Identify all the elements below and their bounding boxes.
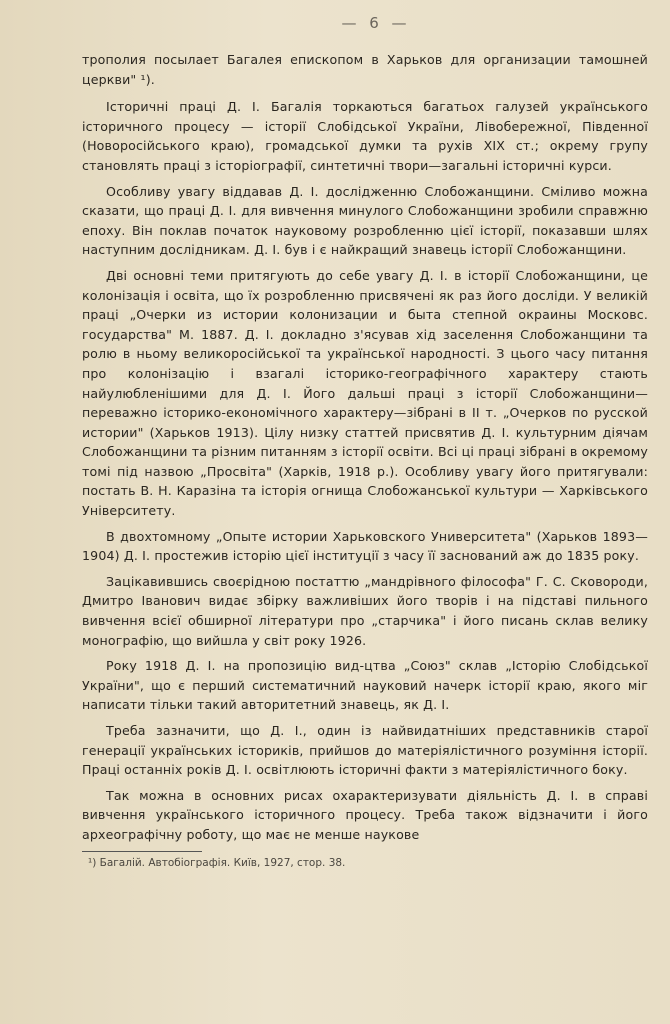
- paragraph-skovoroda: Зацікавившись своєрідною постаттю „мандрівного філософа" Г. С. Сковороди, Дмитро Іванович видає збірку важливіших його творів і на підставі пильного вивчення всієї обширної літератури про „старчика" і його писань склав велику монографію, що вийшла у світ року 1926.: [82, 573, 648, 648]
- footnote-divider: [82, 851, 202, 852]
- page-number: — 6 —: [341, 14, 411, 32]
- paragraph-historical-works: Історичні праці Д. І. Багалія торкаються багатьох галузей українського історичного процесу — історії Слобідської України, Лівобережної, Південної (Новоросійського краю), громадської думки та рухів XIX ст.; окрему групу становлять праці з історіографії, синтетичні твори—загальні історичні курси.: [82, 99, 648, 173]
- paragraph-kharkiv-university: В двохтомному „Опыте истории Харьковского Университета" (Харьков 1893—1904) Д. І. простежив історію цієї інституції з часу її заснований аж до 1835 року.: [82, 528, 648, 564]
- paragraph-materialism: Треба зазначити, що Д. І., один із найвидатніших представників старої генерації українських істориків, прийшов до матеріялістичного розуміння історії. Праці останніх років Д. І. освітлюють історичні факти з матеріялістичного боку.: [82, 723, 648, 778]
- paragraph-summary: Так можна в основних рисах охарактеризувати діяльність Д. І. в справі вивчення українського історичного процесу. Треба також відзначити і його археографічну роботу, що має не менше наукове: [82, 787, 648, 842]
- footnote: ¹) Багалій. Автобіографія. Київ, 1927, стор. 38.: [88, 856, 346, 869]
- paragraph-continuation: трополия посылает Багалея епископом в Харьков для организации тамошней церкви" ¹).: [82, 52, 648, 87]
- paragraph-colonization-education: Дві основні теми притягують до себе увагу Д. І. в історії Слобожанщини, це колонізація і освіта, що їх розробленню присвячені як раз його досліди. У великій праці „Очерки из истории колонизации и быта степной окраины Московс. государства" М. 1887. Д. І. докладно з'ясував хід заселення Слобожанщини та ролю в ньому великоросійської та української народності. З цього часу питання про колонізацію і взагалі історико-географічного характеру стають найулюбленішими для Д. І. Його дальші праці з історії Слобожанщини—переважно історико-економічного характеру—зібрані в II т. „Очерков по русской истории" (Харьков 1913). Цілу низку статтей присвятив Д. І. культурним діячам Слобожанщини та різним питанням з історії освіти. Всі ці праці зібрані в окремому томі під назвою „Просвіта" (Харків, 1918 р.). Особливу увагу його притягували: постать В. Н. Каразіна та історія огнища Слобожанської культури — Харківського Університету.: [82, 267, 648, 519]
- paragraph-1918-history: Року 1918 Д. І. на пропозицію вид-цтва „Союз" склав „Історію Слобідської України", що є перший систематичний науковий начерк історії краю, якого міг написати тільки такий авторитетний знавець, як Д. І.: [82, 658, 648, 713]
- paragraph-slobozhanshchyna-focus: Особливу увагу віддавав Д. І. дослідженню Слобожанщини. Сміливо можна сказати, що праці Д. І. для вивчення минулого Слобожанщини зробили справжню епоху. Він поклав початок науковому розробленню цієї історії, показавши шлях наступним дослідникам. Д. І. був і є найкращий знавець історії Слобожанщини.: [82, 183, 648, 258]
